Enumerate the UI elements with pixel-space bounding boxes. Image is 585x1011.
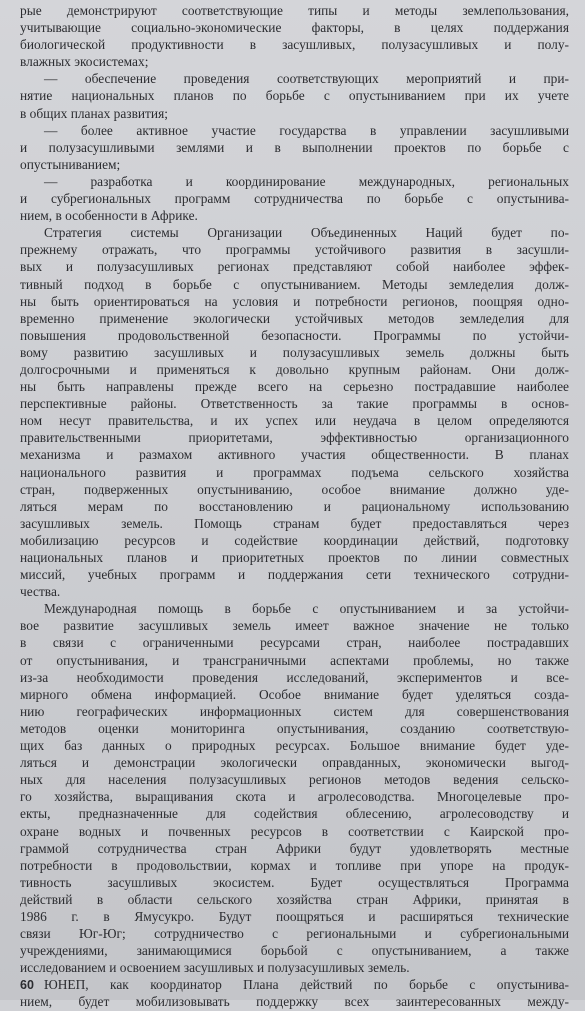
text-line: — разработка и координирование международных, региональных	[44, 173, 569, 189]
text-line: го хозяйства, выращивания скота и агролесоводства. Многоцелевые про-	[20, 789, 569, 805]
text-line: опустыниванием;	[20, 156, 121, 172]
text-line: связи Юг-Юг; сотрудничество с региональными и субрегиональными	[20, 926, 569, 942]
text-line: охране водных и почвенных ресурсов в соответствии с Каирской про-	[20, 823, 569, 839]
text-line: чества.	[20, 584, 61, 600]
text-line: щих баз данных о природных ресурсах. Большое внимание будет уде-	[20, 738, 569, 754]
text-line: перспективные районы. Ответственность за такие программы в основ-	[20, 396, 569, 412]
text-line: действий в области сельского хозяйства стран Африки, принятая в	[20, 891, 569, 907]
text-line: долгосрочными и применяться к довольно крупным районам. Они долж-	[20, 361, 569, 377]
text-line: тивность засушливых экосистем. Будет осуществляться Программа	[20, 874, 569, 890]
text-line: биологической продуктивности в засушливых, полузасушливых и полу-	[20, 37, 569, 53]
text-line: методов оценки мониторинга опустынивания, созданию соответствую-	[20, 720, 569, 736]
text-line: — более активное участие государства в управлении засушливыми	[44, 122, 569, 138]
text-line: вому развитию засушливых и полузасушливых земель должны быть	[20, 344, 569, 360]
text-line: в связи с ограниченными ресурсами стран, наиболее пострадавших	[20, 635, 569, 651]
text-line: граммой сотрудничества стран Африки будут удовлетворять местные	[20, 840, 569, 856]
text-line: засушливых земель. Помощь странам будет предоставляться через	[20, 515, 569, 531]
text-line: ны быть ориентироваться на условия и потребности регионов, поощряя одно-	[20, 293, 569, 309]
text-line: мобилизацию ресурсов и содействие координации действий, подготовку	[20, 532, 569, 548]
text-line: механизма и размахом активного участия общественности. В планах	[20, 447, 569, 463]
text-line: ных для населения полузасушливых регионов методов ведения сельско-	[20, 772, 569, 788]
text-line: вых и полузасушливых регионах представляют собой наиболее эффек-	[20, 259, 569, 275]
text-line: правительственными приоритетами, эффективностью организационного	[20, 430, 569, 446]
text-line: прежнему отражать, что программы устойчивого развития в засушли-	[20, 242, 569, 258]
text-line: ЮНЕП, как координатор Плана действий по борьбе с опустынива-	[44, 977, 569, 993]
text-line: ном несут правительства, и их успех или неудача в целом определяются	[20, 413, 569, 429]
body-text	[20, 2, 569, 1011]
text-line: рые демонстрируют соответствующие типы и методы землепользования,	[20, 3, 569, 18]
text-line: исследованием и освоением засушливых и полузасушливых земель.	[20, 960, 410, 976]
text-line: потребности в продовольствии, кормах и топливе при упоре на продук-	[20, 857, 569, 873]
text-line: екты, предназначенные для содействия облесению, агролесоводству и	[20, 806, 569, 822]
text-line: и субрегиональных программ сотрудничества по борьбе с опустынива-	[20, 191, 569, 207]
text-line: нием, в особенности в Африке.	[20, 208, 198, 224]
text-line: в общих планах развития;	[20, 105, 168, 121]
text-line: влажных экосистемах;	[20, 54, 149, 70]
text-line: учреждениями, занимающимися борьбой с опустыниванием, а также	[20, 943, 569, 959]
text-line: нию географических информационных систем для совершенствования	[20, 703, 569, 719]
text-line: Стратегия системы Организации Объединенных Наций будет по-	[44, 225, 569, 241]
text-line: 1986 г. в Ямусукро. Будут поощряться и расширяться технические	[20, 908, 569, 924]
text-line: миссий, учебных программ и поддержания сети технического сотрудни-	[20, 567, 569, 583]
text-line: мирного обмена информацией. Особое внимание будет уделяться созда-	[20, 686, 569, 702]
text-line: ляться и демонстрации экологически оправданных, экономически выгод-	[20, 755, 569, 771]
text-line: Международная помощь в борьбе с опустыниванием и за устойчи-	[44, 601, 569, 617]
text-line: от опустынивания, и трансграничными аспектами проблемы, но также	[20, 652, 569, 668]
text-line: стран, подверженных опустыниванию, особое внимание должно уде-	[20, 481, 569, 497]
text-line: из-за необходимости проведения исследований, экспериментов и все-	[20, 669, 569, 685]
text-line: национального развития и программах подъема сельского хозяйства	[20, 464, 569, 480]
text-line: ляться мерам по восстановлению и рациональному использованию	[20, 498, 569, 514]
text-line: повышения продовольственной безопасности. Программы по устойчи-	[20, 327, 569, 343]
page-number: 60	[20, 977, 34, 992]
text-line: и полузасушливыми землями и в выполнении проектов по борьбе с	[20, 139, 569, 155]
text-line: нием, будет мобилизовывать поддержку всех заинтересованных между-	[20, 994, 569, 1010]
text-line: нятие национальных планов по борьбе с опустыниванием при их учете	[20, 88, 569, 104]
text-line: вое развитие засушливых земель имеет важное значение не только	[20, 618, 569, 634]
text-line: временно применение экологически устойчивых методов земледелия для	[20, 310, 569, 326]
text-line: — обеспечение проведения соответствующих мероприятий и при-	[44, 71, 569, 87]
text-line: ны быть направлены прежде всего на серьезно пострадавшие наиболее	[20, 379, 569, 395]
text-line: учитывающие социально-экономические факторы, в целях поддержания	[20, 20, 569, 36]
text-line: национальных планов и приоритетных проектов по линии совместных	[20, 550, 569, 565]
text-line: тивный подход в борьбе с опустыниванием. Методы земледелия долж-	[20, 276, 569, 292]
